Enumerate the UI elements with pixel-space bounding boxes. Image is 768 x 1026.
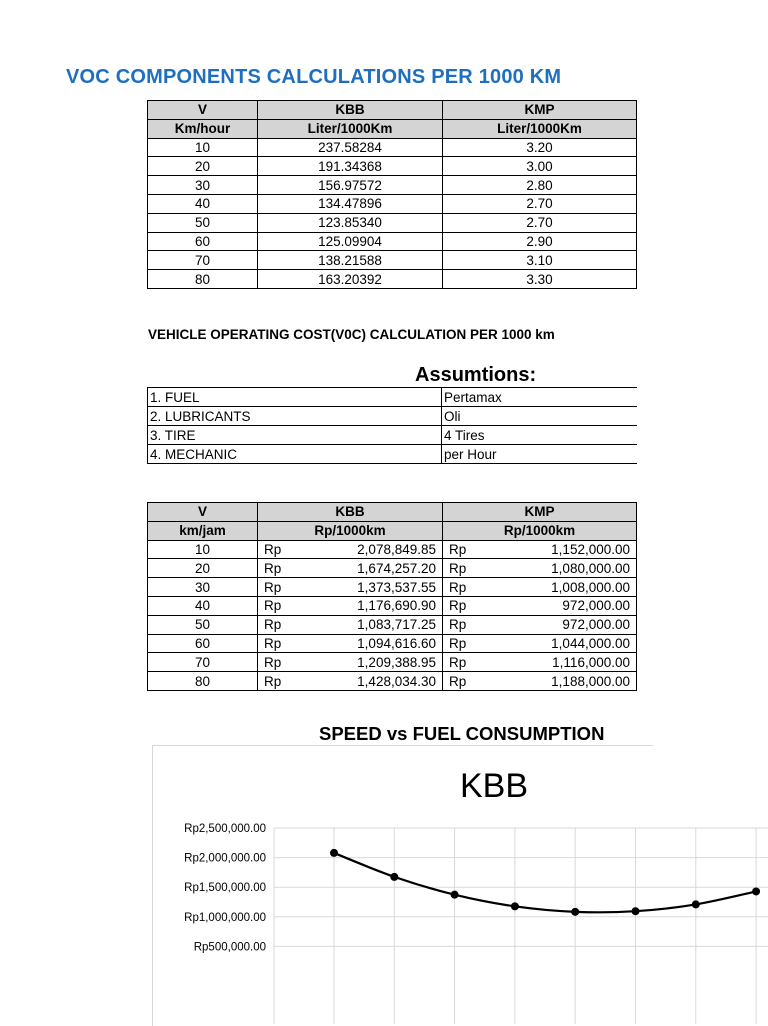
table-row	[148, 270, 637, 289]
y-tick-label: Rp1,500,000.00	[184, 882, 266, 895]
table-header-row	[148, 521, 637, 540]
kmp-cost-cell: 1,080,000.00	[485, 559, 637, 578]
kmp-cost-cell: 1,188,000.00	[485, 672, 637, 691]
speed-cell: 20	[148, 157, 258, 176]
data-point	[451, 891, 459, 899]
kmp-cell: 2.80	[443, 176, 637, 195]
kbb-cell: 123.85340	[258, 213, 443, 232]
speed-cell: 70	[148, 251, 258, 270]
kbb-cell: 156.97572	[258, 176, 443, 195]
assumption-label: 1. FUEL	[148, 388, 442, 407]
kbb-cell: 134.47896	[258, 194, 443, 213]
data-point	[752, 887, 760, 895]
assumption-label: 3. TIRE	[148, 426, 442, 445]
header-cell: KMP	[443, 101, 637, 120]
kmp-cell: 3.20	[443, 138, 637, 157]
currency-cell: Rp	[443, 653, 485, 672]
currency-cell: Rp	[258, 596, 300, 615]
table-row	[148, 426, 637, 445]
kmp-cost-cell: 1,008,000.00	[485, 578, 637, 597]
kbb-cell: 237.58284	[258, 138, 443, 157]
y-tick-label: Rp1,000,000.00	[184, 911, 266, 924]
kbb-cost-cell: 1,373,537.55	[300, 578, 443, 597]
header-cell: KBB	[258, 503, 443, 522]
y-axis-ticks	[184, 823, 266, 953]
kbb-cost-cell: 1,674,257.20	[300, 559, 443, 578]
data-point	[390, 873, 398, 881]
kbb-cell: 191.34368	[258, 157, 443, 176]
kmp-cell: 2.70	[443, 213, 637, 232]
kbb-cell: 125.09904	[258, 232, 443, 251]
currency-cell: Rp	[258, 559, 300, 578]
kbb-cost-cell: 1,209,388.95	[300, 653, 443, 672]
kbb-cost-cell: 1,083,717.25	[300, 615, 443, 634]
kbb-cell: 163.20392	[258, 270, 443, 289]
table-row	[148, 232, 637, 251]
kmp-cost-cell: 1,116,000.00	[485, 653, 637, 672]
y-tick-label: Rp500,000.00	[193, 941, 266, 954]
header-cell: KBB	[258, 101, 443, 120]
kmp-cost-cell: 1,152,000.00	[485, 540, 637, 559]
kbb-cell: 138.21588	[258, 251, 443, 270]
assumption-value: Oli	[442, 407, 637, 426]
chart-title: KBB	[459, 767, 529, 805]
header-cell: KMP	[443, 503, 637, 522]
data-point	[692, 900, 700, 908]
table-row	[148, 653, 637, 672]
table-row	[148, 157, 637, 176]
table-row	[148, 407, 637, 426]
table-header-row	[148, 101, 637, 120]
kbb-cost-cell: 1,176,690.90	[300, 596, 443, 615]
speed-cell: 30	[148, 578, 258, 597]
data-point	[571, 908, 579, 916]
currency-cell: Rp	[258, 540, 300, 559]
header-cell: Liter/1000Km	[258, 119, 443, 138]
speed-cell: 50	[148, 213, 258, 232]
kmp-cost-cell: 972,000.00	[485, 615, 637, 634]
table-row	[148, 138, 637, 157]
table-row	[148, 251, 637, 270]
chart-heading: SPEED vs FUEL CONSUMPTION	[319, 723, 605, 744]
kbb-line-chart	[152, 745, 768, 1024]
header-cell: Rp/1000km	[443, 521, 637, 540]
table-row	[148, 596, 637, 615]
kbb-cost-cell: 1,428,034.30	[300, 672, 443, 691]
currency-cell: Rp	[443, 559, 485, 578]
y-tick-label: Rp2,000,000.00	[184, 852, 266, 865]
currency-cell: Rp	[443, 540, 485, 559]
assumption-label: 4. MECHANIC	[148, 445, 442, 464]
kbb-cost-cell: 1,094,616.60	[300, 634, 443, 653]
table-row	[148, 388, 637, 407]
currency-cell: Rp	[443, 596, 485, 615]
kmp-cost-cell: 1,044,000.00	[485, 634, 637, 653]
table-row	[148, 578, 637, 597]
y-tick-label: Rp2,500,000.00	[184, 823, 266, 835]
speed-cell: 10	[148, 138, 258, 157]
header-cell: Rp/1000km	[258, 521, 443, 540]
chart-grid	[274, 828, 768, 1024]
assumptions-title: Assumtions:	[415, 364, 537, 386]
fuel-consumption-table	[147, 100, 637, 289]
speed-cell: 70	[148, 653, 258, 672]
speed-cell: 20	[148, 559, 258, 578]
kmp-cell: 3.30	[443, 270, 637, 289]
kmp-cell: 3.00	[443, 157, 637, 176]
operating-cost-table	[147, 502, 637, 691]
kmp-cost-cell: 972,000.00	[485, 596, 637, 615]
header-cell: Km/hour	[148, 119, 258, 138]
table-header-row	[148, 503, 637, 522]
speed-cell: 80	[148, 270, 258, 289]
data-point	[330, 849, 338, 857]
header-cell: km/jam	[148, 521, 258, 540]
speed-cell: 30	[148, 176, 258, 195]
table-row	[148, 540, 637, 559]
page-title: VOC COMPONENTS CALCULATIONS PER 1000 KM	[66, 66, 562, 88]
speed-cell: 80	[148, 672, 258, 691]
table-row	[148, 194, 637, 213]
table-row	[148, 445, 637, 464]
data-point	[632, 907, 640, 915]
kmp-cell: 2.70	[443, 194, 637, 213]
table-row	[148, 213, 637, 232]
speed-cell: 60	[148, 634, 258, 653]
currency-cell: Rp	[443, 615, 485, 634]
currency-cell: Rp	[258, 578, 300, 597]
kbb-cost-cell: 2,078,849.85	[300, 540, 443, 559]
assumptions-table	[147, 387, 637, 464]
table-row	[148, 615, 637, 634]
assumption-value: per Hour	[442, 445, 637, 464]
table-row	[148, 559, 637, 578]
table-row	[148, 634, 637, 653]
currency-cell: Rp	[258, 653, 300, 672]
currency-cell: Rp	[443, 672, 485, 691]
currency-cell: Rp	[443, 634, 485, 653]
currency-cell: Rp	[258, 615, 300, 634]
assumption-label: 2. LUBRICANTS	[148, 407, 442, 426]
header-cell: V	[148, 503, 258, 522]
section-heading: VEHICLE OPERATING COST(V0C) CALCULATION PER 1000 km	[148, 327, 555, 342]
header-cell: V	[148, 101, 258, 120]
speed-cell: 40	[148, 194, 258, 213]
kmp-cell: 2.90	[443, 232, 637, 251]
data-point	[511, 902, 519, 910]
speed-cell: 10	[148, 540, 258, 559]
table-header-row	[148, 119, 637, 138]
table-row	[148, 672, 637, 691]
currency-cell: Rp	[443, 578, 485, 597]
kmp-cell: 3.10	[443, 251, 637, 270]
currency-cell: Rp	[258, 634, 300, 653]
speed-cell: 40	[148, 596, 258, 615]
speed-cell: 50	[148, 615, 258, 634]
table-row	[148, 176, 637, 195]
currency-cell: Rp	[258, 672, 300, 691]
speed-cell: 60	[148, 232, 258, 251]
assumption-value: 4 Tires	[442, 426, 637, 445]
assumption-value: Pertamax	[442, 388, 637, 407]
header-cell: Liter/1000Km	[443, 119, 637, 138]
